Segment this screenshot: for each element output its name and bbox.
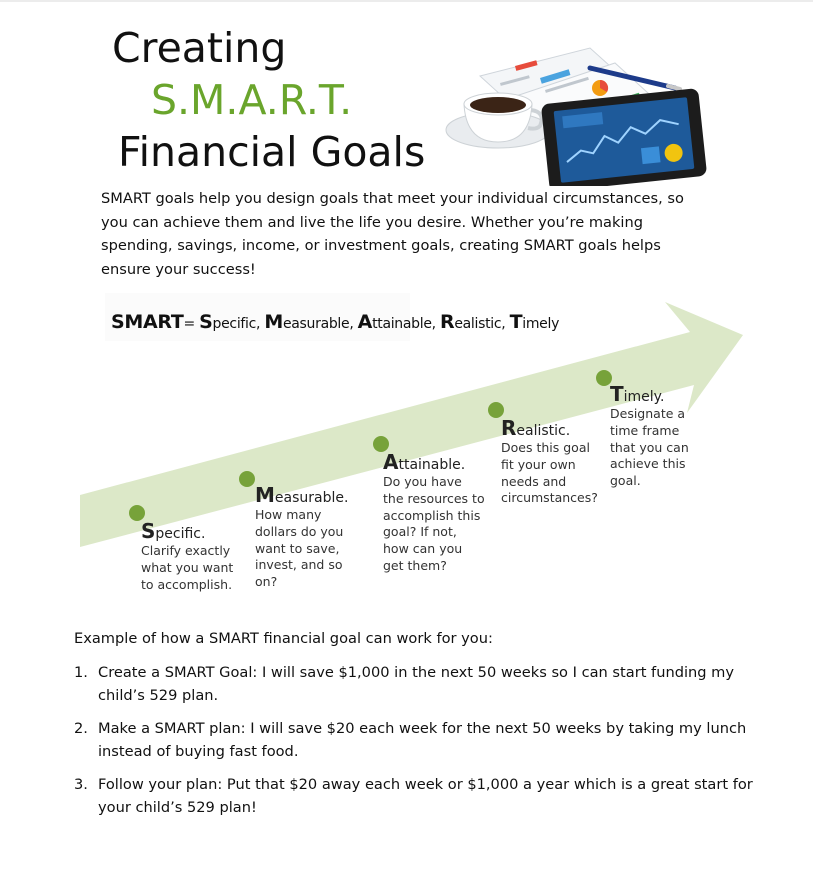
step-realistic: Realistic. Does this goal fit your own needs and circumstances? <box>501 416 598 506</box>
list-item: 3. Follow your plan: Put that $20 away each week or $1,000 a year which is a great start for your child’s 529 plan! <box>74 776 753 816</box>
term-measurable: Measurable, <box>264 311 354 333</box>
smart-equals: = <box>183 316 200 332</box>
example-intro: Example of how a SMART financial goal can work for you: <box>74 630 493 647</box>
tablet-icon <box>541 88 707 186</box>
title-line-2: S.M.A.R.T. <box>151 76 353 124</box>
term-attainable: Attainable, <box>357 311 436 333</box>
hero-illustration <box>440 38 710 186</box>
example-steps-list <box>74 662 754 830</box>
step-timely: Timely. Designate a time frame that you can achieve this goal. <box>610 382 689 489</box>
term-realistic: Realistic, <box>439 311 506 333</box>
term-timely: Timely <box>509 311 560 333</box>
step-specific: Specific. Clarify exactly what you want to accomplish. <box>141 519 234 592</box>
step-attainable: Attainable. Do you have the resources to accomplish this goal? If not, how can you get them? <box>383 450 485 573</box>
intro-paragraph: SMART goals help you design goals that meet your individual circumstances, so you can achieve them and live the life you desire. Whether you’re making spending, savings, income, or investment goals, creating SMART goals helps ensure your success! <box>101 190 684 278</box>
title-line-1: Creating <box>112 24 287 72</box>
list-item: 1. Create a SMART Goal: I will save $1,000 in the next 50 weeks so I can start funding my child’s 529 plan. <box>74 664 735 704</box>
smart-definition <box>111 311 559 333</box>
term-specific: Specific, <box>199 311 261 333</box>
top-rule <box>0 0 813 2</box>
smart-label: SMART <box>111 311 184 333</box>
list-item: 2. Make a SMART plan: I will save $20 each week for the next 50 weeks by taking my lunch instead of buying fast food. <box>74 720 747 760</box>
step-measurable: Measurable. How many dollars do you want to save, invest, and so on? <box>255 483 349 590</box>
title-line-3: Financial Goals <box>118 128 426 176</box>
dot-measurable <box>239 471 255 487</box>
